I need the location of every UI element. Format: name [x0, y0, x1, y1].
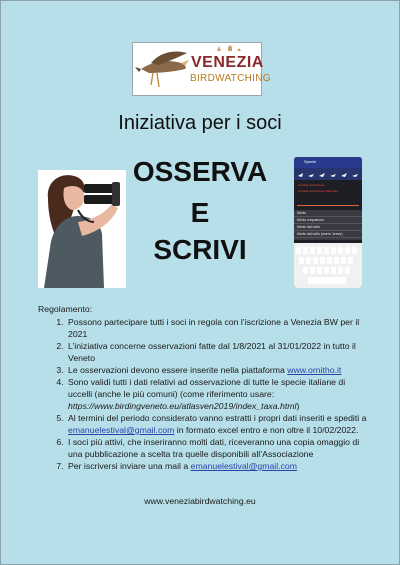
headline-osserva: OSSERVA	[132, 156, 268, 187]
logo-name: VENEZIA	[191, 54, 264, 71]
email-link[interactable]: emanuelestival@gmail.com	[68, 425, 175, 435]
birdwatcher-photo	[38, 170, 126, 288]
logo-subtitle: BIRDWATCHING	[190, 73, 271, 84]
rule-item: 5. Al termini del periodo considerato vanno estratti i propri dati inseriti e spediti a emanuelestival@gmail.com in formato excel entro e non oltre il 10/02/2022.	[66, 412, 368, 436]
rules-section	[38, 303, 368, 472]
app-red-line-1: Località selezionata	[298, 183, 325, 187]
rule-item: 7. Per iscriversi inviare una mail a emanuelestival@gmail.com	[66, 460, 368, 472]
page-heading: Iniziativa per i soci	[118, 112, 282, 134]
list-item: Morto crepuscolo	[294, 217, 362, 224]
list-item: Morte dal volto (esem. breve)	[294, 231, 362, 238]
list-item: Morto	[294, 210, 362, 217]
app-search-field	[297, 197, 359, 206]
rule-item: 4. Sono validi tutti i dati relativi ad osservazione di tutte le specie italiane di uccelli (anche le più comuni) (come riferimento usare: https://www.birdingveneto.eu/atlasven2019/index_taxa.html)	[66, 376, 368, 412]
rules-list	[38, 316, 368, 472]
rule-item: 6. I soci più attivi, che inseriranno molti dati, riceveranno una copia omaggio di una pubblicazione a scelta tra quelle disponibili all’Associazione	[66, 436, 368, 460]
rule-item: 2. L’iniziativa concerne osservazioni fatte dal 1/8/2021 al 31/01/2022 in tutto il Veneto	[66, 340, 368, 364]
app-keyboard	[294, 243, 362, 288]
rule-item: 3. Le osservazioni devono essere inserite nella piattaforma www.ornitho.it	[66, 364, 368, 376]
footer-website[interactable]: www.veneziabirdwatching.eu	[144, 496, 256, 506]
app-red-line-2: Località selezionata dalla lista	[298, 189, 338, 193]
bird-silhouettes-icon	[294, 169, 362, 181]
venezia-birdwatching-logo	[132, 42, 271, 96]
rule-item: 1. Possono partecipare tutti i soci in regola con l’iscrizione a Venezia BW per il 2021	[66, 316, 368, 340]
headline-e: E	[190, 197, 210, 228]
list-item: Morte dal volto	[294, 224, 362, 231]
birdingveneto-link[interactable]: https://www.birdingveneto.eu/atlasven2019/index_taxa.html	[68, 401, 297, 411]
phone-app-screenshot	[294, 157, 362, 288]
rules-title: Regolamento:	[38, 304, 93, 314]
app-species-list	[294, 210, 362, 240]
app-title: Specie	[304, 159, 317, 164]
ornitho-link[interactable]: www.ornitho.it	[287, 365, 342, 375]
app-title-bar	[294, 157, 362, 168]
app-bird-tabs	[294, 168, 362, 180]
headline-scrivi: SCRIVI	[153, 234, 247, 265]
email-link-subscribe[interactable]: emanuelestival@gmail.com	[190, 461, 297, 471]
